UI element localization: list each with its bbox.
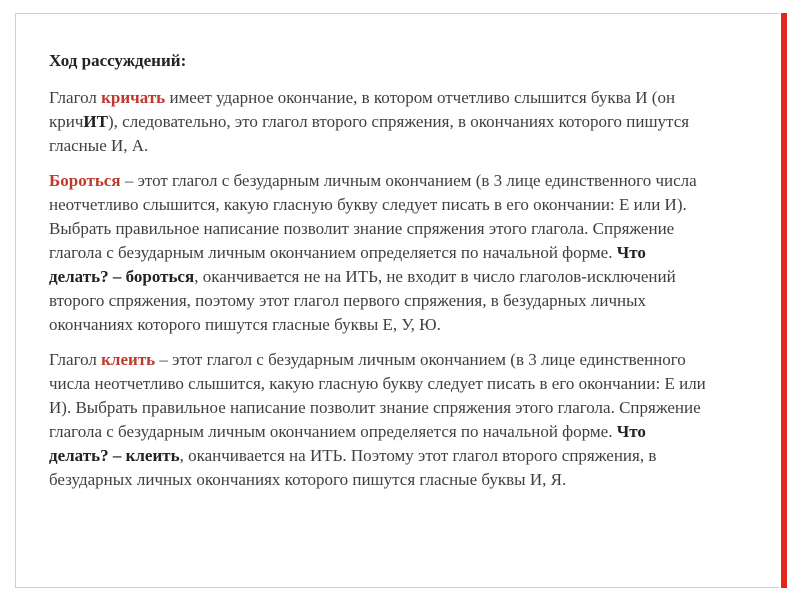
paragraph-krichat <box>49 86 709 158</box>
accent-bar <box>781 13 787 588</box>
p3-text-2: – этот глагол с безударным личным окончанием (в 3 лице единственного числа неотчетливо слышится, какую гласную букву следует писать в его окончании: Е или И). Выбрать правильное написание позволит знание спряжения этого глагола. Спряжение глагола с безударным личным окончанием определяется по начальной форме. <box>49 350 706 441</box>
p3-text-1: Глагол <box>49 350 102 369</box>
p3-text-3: , оканчивается на ИТЬ. Поэтому этот глагол второго спряжения, в безударных личных окончаниях которого пишутся гласные буквы И, Я. <box>49 446 657 489</box>
paragraph-kleit <box>49 348 709 492</box>
slide-border-bottom <box>15 587 779 588</box>
paragraph-borotsya <box>49 169 709 337</box>
reasoning-heading: Ход рассуждений: <box>49 51 187 70</box>
p1-text-2: имеет ударное окончание, в котором отчетливо слышится буква И (он крич <box>49 88 676 131</box>
slide-content <box>49 49 709 503</box>
p2-text-2: , оканчивается не на ИТЬ, не входит в число глаголов-исключений второго спряжения, поэтому этот глагол первого спряжения, в безударных личных окончаниях которого пишутся гласные буквы Е, У, Ю. <box>49 267 676 334</box>
slide-border-top <box>15 13 779 14</box>
question-kleit: Что делать? – клеить <box>49 422 646 465</box>
p1-text-3: ), следовательно, это глагол второго спряжения, в окончаниях которого пишутся гласные И, А. <box>49 112 690 155</box>
verb-krichat: кричать <box>101 88 166 107</box>
verb-kleit: клеить <box>101 350 156 369</box>
question-borotsya: Что делать? – бороться <box>49 243 646 286</box>
p1-text-1: Глагол <box>49 88 102 107</box>
slide-border-left <box>15 13 16 587</box>
ending-it: ИТ <box>83 112 108 131</box>
verb-borotsya: Бороться <box>49 171 121 190</box>
p2-text-1: – этот глагол с безударным личным окончанием (в 3 лице единственного числа неотчетливо слышится, какую гласную букву следует писать в его окончании: Е или И). Выбрать правильное написание позволит знание спряжения этого глагола. Спряжение глагола с безударным личным окончанием определяется по начальной форме. <box>49 171 697 262</box>
